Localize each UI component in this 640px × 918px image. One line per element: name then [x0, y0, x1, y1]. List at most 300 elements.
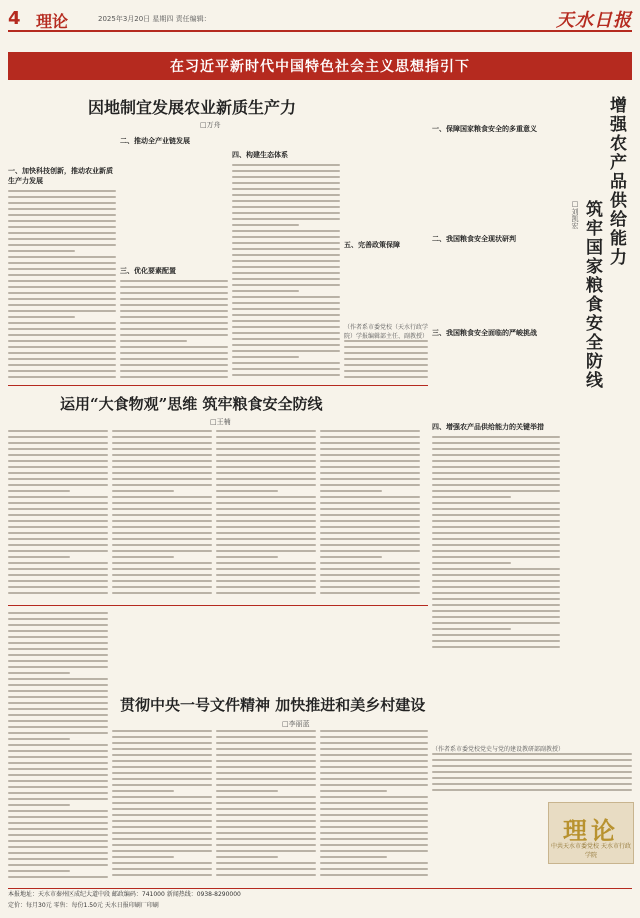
text-line	[216, 514, 316, 516]
text-line	[432, 484, 560, 486]
text-line	[432, 634, 560, 636]
text-line	[112, 874, 212, 876]
text-line	[216, 442, 316, 444]
text-line	[8, 678, 108, 680]
text-line	[432, 508, 560, 510]
text-line	[8, 472, 108, 474]
text-line	[112, 862, 212, 864]
text-line	[232, 200, 340, 202]
text-line	[8, 520, 108, 522]
text-line	[8, 618, 108, 620]
text-line	[216, 466, 316, 468]
text-line	[8, 774, 108, 776]
text-line	[112, 844, 212, 846]
text-line	[8, 768, 108, 770]
text-line	[120, 286, 228, 288]
text-line	[8, 876, 108, 878]
text-line	[320, 448, 420, 450]
article-1-subhead: 一、加快科技创新，推动农业新质生产力发展	[8, 167, 113, 185]
text-line	[216, 490, 278, 492]
text-line	[8, 256, 116, 258]
text-line	[112, 478, 212, 480]
text-line	[8, 822, 108, 824]
text-line	[216, 538, 316, 540]
text-line	[320, 856, 387, 858]
text-line	[8, 538, 108, 540]
text-line	[112, 454, 212, 456]
article-1-subhead: 三、优化要素配置	[120, 267, 176, 275]
text-line	[216, 556, 278, 558]
text-line	[112, 790, 174, 792]
text-line	[232, 290, 299, 292]
text-line	[320, 760, 428, 762]
text-line	[8, 732, 108, 734]
text-line	[112, 532, 212, 534]
text-line	[8, 196, 116, 198]
text-line	[112, 838, 212, 840]
text-line	[8, 672, 70, 674]
text-line	[112, 556, 174, 558]
text-line	[112, 808, 212, 810]
text-line	[432, 538, 560, 540]
text-line	[216, 586, 316, 588]
text-line	[232, 374, 340, 376]
text-line	[8, 636, 108, 638]
text-line	[320, 796, 428, 798]
text-line	[216, 568, 316, 570]
text-line	[432, 568, 560, 570]
text-line	[320, 772, 428, 774]
text-line	[112, 472, 212, 474]
text-line	[320, 826, 428, 828]
text-line	[8, 436, 108, 438]
text-line	[232, 296, 340, 298]
text-line	[120, 292, 228, 294]
text-line	[120, 322, 228, 324]
text-line	[216, 448, 316, 450]
text-line	[8, 322, 116, 324]
text-line	[320, 586, 420, 588]
text-line	[216, 472, 316, 474]
text-line	[432, 765, 632, 767]
text-line	[216, 778, 316, 780]
text-line	[232, 224, 299, 226]
text-line	[8, 316, 75, 318]
text-line	[8, 364, 116, 366]
article-2-byline: □王楠	[210, 418, 231, 426]
text-line	[112, 490, 174, 492]
text-line	[432, 442, 560, 444]
text-line	[320, 808, 428, 810]
text-line	[112, 448, 212, 450]
text-line	[216, 478, 316, 480]
text-line	[8, 708, 108, 710]
text-line	[8, 304, 116, 306]
text-line	[216, 520, 316, 522]
text-line	[320, 838, 428, 840]
text-line	[320, 784, 428, 786]
text-line	[8, 612, 108, 614]
text-line	[432, 490, 560, 492]
text-line	[320, 778, 428, 780]
text-line	[8, 202, 116, 204]
footer-line-1: 本报地址：天水市秦州区成纪大道中段 邮政编码：741000 新闻热线：0938-8290000	[8, 891, 241, 898]
text-line	[320, 580, 420, 582]
text-line	[8, 238, 116, 240]
text-line	[8, 804, 70, 806]
text-line	[320, 874, 428, 876]
text-line	[8, 684, 108, 686]
sidebar-byline: □刘凯宏	[571, 200, 579, 229]
article-1-subhead: 五、完善政策保障	[344, 241, 400, 249]
text-line	[120, 370, 228, 372]
text-line	[120, 280, 228, 282]
text-line	[432, 646, 560, 648]
page-footer	[8, 888, 632, 911]
text-line	[112, 496, 212, 498]
text-line	[320, 538, 420, 540]
text-line	[216, 868, 316, 870]
text-line	[112, 592, 212, 594]
text-line	[8, 756, 108, 758]
text-line	[320, 766, 428, 768]
text-line	[216, 742, 316, 744]
text-line	[432, 753, 632, 755]
page-number: 4	[8, 8, 21, 29]
text-line	[216, 736, 316, 738]
text-line	[216, 496, 316, 498]
divider	[8, 605, 428, 606]
text-line	[8, 870, 70, 872]
text-line	[432, 550, 560, 552]
text-line	[320, 820, 428, 822]
text-line	[8, 624, 108, 626]
text-line	[232, 206, 340, 208]
text-line	[8, 630, 108, 632]
sidebar-body-col	[432, 88, 560, 648]
text-line	[112, 766, 212, 768]
text-line	[8, 232, 116, 234]
text-line	[8, 642, 108, 644]
text-line	[216, 544, 316, 546]
text-line	[112, 526, 212, 528]
text-line	[216, 826, 316, 828]
text-line	[320, 850, 428, 852]
text-line	[8, 448, 108, 450]
text-line	[8, 562, 108, 564]
text-line	[8, 490, 70, 492]
text-line	[8, 648, 108, 650]
text-line	[112, 850, 212, 852]
text-line	[432, 472, 560, 474]
article-1-body-col-1	[8, 130, 116, 378]
text-line	[432, 783, 632, 785]
text-line	[232, 308, 340, 310]
text-line	[8, 460, 108, 462]
text-line	[232, 230, 340, 232]
text-line	[8, 828, 108, 830]
column-stamp	[548, 802, 634, 864]
text-line	[112, 442, 212, 444]
text-line	[8, 442, 108, 444]
text-line	[320, 490, 382, 492]
text-line	[8, 660, 108, 662]
text-line	[112, 856, 174, 858]
text-line	[8, 274, 116, 276]
text-line	[8, 690, 108, 692]
text-line	[216, 874, 316, 876]
text-line	[432, 789, 632, 791]
text-line	[232, 218, 340, 220]
text-line	[8, 298, 116, 300]
text-line	[112, 760, 212, 762]
text-line	[320, 484, 420, 486]
text-line	[216, 808, 316, 810]
article-1-body-col-2	[120, 130, 228, 378]
text-line	[232, 266, 340, 268]
text-line	[216, 580, 316, 582]
article-3-title: 贯彻中央一号文件精神 加快推进和美乡村建设	[120, 696, 426, 714]
text-line	[320, 832, 428, 834]
text-line	[320, 526, 420, 528]
article-1-title: 因地制宜发展农业新质生产力	[88, 98, 297, 117]
text-line	[320, 460, 420, 462]
sidebar-title-line-2: 筑牢国家粮食安全防线	[582, 200, 602, 390]
text-line	[216, 562, 316, 564]
text-line	[8, 786, 108, 788]
text-line	[216, 532, 316, 534]
feature-banner	[8, 52, 632, 80]
stamp-title: 理论	[563, 816, 619, 845]
text-line	[112, 796, 212, 798]
text-line	[8, 208, 116, 210]
text-line	[112, 586, 212, 588]
text-line	[216, 460, 316, 462]
text-line	[232, 338, 340, 340]
text-line	[320, 496, 420, 498]
article-1-subhead: 四、构建生态体系	[232, 151, 288, 159]
text-line	[432, 610, 560, 612]
text-line	[112, 544, 212, 546]
text-line	[8, 666, 108, 668]
article-1-signature: （作者系市委党校（天水行政学院）学报编辑部主任、副教授）	[344, 324, 428, 340]
text-line	[216, 790, 278, 792]
article-1-byline: □万舟	[200, 121, 221, 129]
text-line	[432, 580, 560, 582]
text-line	[432, 622, 560, 624]
text-line	[344, 364, 428, 366]
text-line	[8, 454, 108, 456]
text-line	[432, 496, 511, 498]
text-line	[8, 592, 108, 594]
text-line	[112, 508, 212, 510]
text-line	[8, 556, 70, 558]
text-line	[216, 508, 316, 510]
text-line	[8, 262, 116, 264]
text-line	[112, 820, 212, 822]
text-line	[216, 526, 316, 528]
text-line	[8, 478, 108, 480]
text-line	[8, 346, 116, 348]
text-line	[320, 754, 428, 756]
text-line	[232, 176, 340, 178]
text-line	[112, 568, 212, 570]
text-line	[320, 502, 420, 504]
text-line	[216, 772, 316, 774]
article-3-body-col-3	[216, 730, 316, 882]
text-line	[8, 220, 116, 222]
text-line	[216, 814, 316, 816]
text-line	[232, 212, 340, 214]
text-line	[112, 802, 212, 804]
text-line	[232, 356, 299, 358]
text-line	[232, 248, 340, 250]
text-line	[112, 868, 212, 870]
article-2-title: 运用“大食物观”思维 筑牢粮食安全防线	[60, 395, 323, 413]
text-line	[232, 164, 340, 166]
text-line	[8, 268, 116, 270]
text-line	[232, 170, 340, 172]
text-line	[112, 484, 212, 486]
text-line	[432, 460, 560, 462]
text-line	[8, 858, 108, 860]
text-line	[432, 771, 632, 773]
text-line	[216, 730, 316, 732]
text-line	[120, 310, 228, 312]
text-line	[112, 520, 212, 522]
text-line	[216, 760, 316, 762]
text-line	[8, 816, 108, 818]
text-line	[8, 544, 108, 546]
text-line	[8, 370, 116, 372]
text-line	[232, 332, 340, 334]
text-line	[8, 214, 116, 216]
text-line	[8, 532, 108, 534]
text-line	[216, 502, 316, 504]
text-line	[432, 759, 632, 761]
text-line	[216, 802, 316, 804]
text-line	[8, 250, 75, 252]
text-line	[8, 340, 116, 342]
text-line	[232, 368, 340, 370]
sidebar-title-line-1: 增强农产品供给能力	[606, 96, 626, 267]
text-line	[320, 544, 420, 546]
text-line	[232, 188, 340, 190]
text-line	[432, 466, 560, 468]
article-3-byline: □李丽蓝	[282, 720, 310, 728]
text-line	[8, 798, 108, 800]
text-line	[320, 532, 420, 534]
text-line	[232, 326, 340, 328]
text-line	[432, 592, 560, 594]
text-line	[432, 544, 560, 546]
text-line	[8, 376, 116, 378]
text-line	[232, 314, 340, 316]
text-line	[432, 616, 560, 618]
issue-meta: 2025年3月20日 星期四 责任编辑：	[98, 15, 211, 23]
text-line	[120, 334, 228, 336]
text-line	[432, 454, 560, 456]
text-line	[344, 370, 428, 372]
text-line	[8, 714, 108, 716]
text-line	[216, 832, 316, 834]
text-line	[112, 814, 212, 816]
text-line	[8, 834, 108, 836]
sidebar-body-lower	[432, 652, 632, 792]
sidebar-signature: （作者系市委党校党史与党的建设教研部副教授）	[432, 746, 565, 753]
text-line	[112, 736, 212, 738]
text-line	[8, 744, 108, 746]
stamp-subtitle: 中共天水市委党校 天水市行政学院	[551, 843, 631, 859]
text-line	[216, 784, 316, 786]
text-line	[8, 750, 108, 752]
text-line	[216, 454, 316, 456]
text-line	[8, 840, 108, 842]
text-line	[112, 826, 212, 828]
text-line	[8, 550, 108, 552]
text-line	[432, 478, 560, 480]
text-line	[432, 556, 560, 558]
text-line	[216, 844, 316, 846]
text-line	[232, 254, 340, 256]
text-line	[112, 772, 212, 774]
page-header	[8, 8, 632, 32]
article-1-subhead: 二、推动全产业链发展	[120, 137, 190, 145]
text-line	[8, 586, 108, 588]
text-line	[216, 850, 316, 852]
article-2-body-col-4	[320, 430, 420, 600]
text-line	[320, 550, 420, 552]
text-line	[120, 340, 187, 342]
text-line	[432, 502, 560, 504]
text-line	[432, 640, 560, 642]
text-line	[112, 550, 212, 552]
text-line	[120, 352, 228, 354]
text-line	[320, 520, 420, 522]
text-line	[8, 568, 108, 570]
text-line	[320, 592, 420, 594]
text-line	[8, 526, 108, 528]
text-line	[8, 846, 108, 848]
text-line	[344, 358, 428, 360]
text-line	[112, 436, 212, 438]
text-line	[120, 346, 228, 348]
text-line	[232, 284, 340, 286]
divider	[8, 385, 428, 386]
text-line	[432, 514, 560, 516]
text-line	[8, 430, 108, 432]
text-line	[120, 316, 228, 318]
text-line	[320, 472, 420, 474]
text-line	[112, 730, 212, 732]
text-line	[112, 460, 212, 462]
article-2-body-col-2	[112, 430, 212, 600]
text-line	[232, 320, 340, 322]
text-line	[216, 574, 316, 576]
text-line	[232, 278, 340, 280]
text-line	[112, 574, 212, 576]
sidebar-subhead: 四、增强农产品供给能力的关键举措	[432, 423, 544, 431]
text-line	[8, 762, 108, 764]
text-line	[8, 852, 108, 854]
banner-text: 在习近平新时代中国特色社会主义思想指引下	[170, 59, 470, 75]
text-line	[344, 340, 428, 342]
article-1-body-col-4	[344, 130, 428, 378]
text-line	[232, 236, 340, 238]
text-line	[320, 862, 428, 864]
text-line	[432, 604, 560, 606]
text-line	[8, 310, 116, 312]
